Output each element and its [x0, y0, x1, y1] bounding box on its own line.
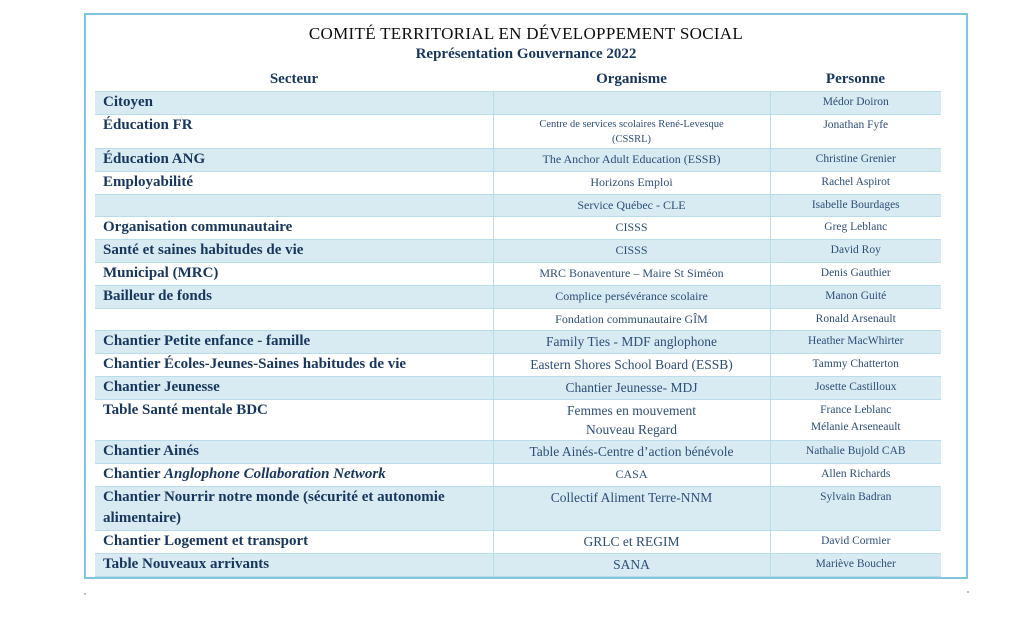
- table-row: [95, 377, 941, 400]
- document-subtitle: Représentation Gouvernance 2022: [415, 46, 637, 62]
- cell-personne: Rachel Aspirot: [770, 172, 941, 195]
- table-row: [95, 195, 941, 217]
- cell-organisme: CASA: [493, 464, 770, 487]
- cell-secteur: Organisation communautaire: [95, 217, 493, 240]
- cell-secteur: Éducation FR: [95, 115, 493, 149]
- cell-personne: Manon Guité: [770, 286, 941, 309]
- header-row: [95, 69, 941, 92]
- cell-secteur: Bailleur de fonds: [95, 286, 493, 309]
- page-mark-left: [84, 593, 86, 595]
- cell-personne: Jonathan Fyfe: [770, 115, 941, 149]
- cell-secteur: [95, 309, 493, 331]
- cell-personne: Allen Richards: [770, 464, 941, 487]
- table-row: [95, 92, 941, 115]
- cell-organisme: Horizons Emploi: [493, 172, 770, 195]
- cell-organisme: Service Québec - CLE: [493, 195, 770, 217]
- cell-organisme: Centre de services scolaires René-Levesque (CSSRL): [493, 115, 770, 149]
- column-header-secteur: Secteur: [269, 71, 319, 87]
- cell-organisme: MRC Bonaventure – Maire St Siméon: [493, 263, 770, 286]
- table-row: [95, 354, 941, 377]
- cell-secteur: Chantier Anglophone Collaboration Network: [95, 464, 493, 487]
- cell-personne: Denis Gauthier: [770, 263, 941, 286]
- cell-organisme: Complice persévérance scolaire: [493, 286, 770, 309]
- cell-secteur: Table Santé mentale BDC: [95, 400, 493, 441]
- table-row: [95, 441, 941, 464]
- cell-organisme: Fondation communautaire GÎM: [493, 309, 770, 331]
- table-row: [95, 240, 941, 263]
- cell-personne: Nathalie Bujold CAB: [770, 441, 941, 464]
- cell-secteur: Chantier Logement et transport: [95, 531, 493, 554]
- cell-secteur: Citoyen: [95, 92, 493, 115]
- document-frame: [84, 13, 968, 579]
- cell-secteur: Éducation ANG: [95, 149, 493, 172]
- table-row: [95, 400, 941, 441]
- cell-secteur: Employabilité: [95, 172, 493, 195]
- column-header-organisme: Organisme: [596, 71, 667, 87]
- cell-organisme: CISSS: [493, 240, 770, 263]
- cell-personne: David Roy: [770, 240, 941, 263]
- table-row: [95, 263, 941, 286]
- table-row: [95, 149, 941, 172]
- page-mark-right: [967, 591, 969, 593]
- cell-secteur: Chantier Petite enfance - famille: [95, 331, 493, 354]
- cell-secteur: Chantier Jeunesse: [95, 377, 493, 400]
- table-row: [95, 331, 941, 354]
- table-row: [95, 487, 941, 531]
- table-row: [95, 464, 941, 487]
- cell-personne: Mariève Boucher: [770, 554, 941, 577]
- cell-personne: Josette Castilloux: [770, 377, 941, 400]
- cell-organisme: Femmes en mouvement Nouveau Regard: [493, 400, 770, 441]
- cell-personne: Christine Grenier: [770, 149, 941, 172]
- table-row: [95, 217, 941, 240]
- cell-secteur: Municipal (MRC): [95, 263, 493, 286]
- cell-organisme: CISSS: [493, 217, 770, 240]
- cell-personne: Heather MacWhirter: [770, 331, 941, 354]
- document-title: COMITÉ TERRITORIAL EN DÉVELOPPEMENT SOCIAL: [308, 24, 744, 43]
- cell-personne: Sylvain Badran: [770, 487, 941, 531]
- table-row: [95, 286, 941, 309]
- cell-personne: Médor Doiron: [770, 92, 941, 115]
- table-row: [95, 115, 941, 149]
- cell-organisme: Chantier Jeunesse- MDJ: [493, 377, 770, 400]
- cell-organisme: Eastern Shores School Board (ESSB): [493, 354, 770, 377]
- table-row: [95, 554, 941, 577]
- cell-secteur: Table Nouveaux arrivants: [95, 554, 493, 577]
- cell-secteur: Chantier Ainés: [95, 441, 493, 464]
- cell-organisme: GRLC et REGIM: [493, 531, 770, 554]
- cell-personne: David Cormier: [770, 531, 941, 554]
- cell-organisme: Collectif Aliment Terre-NNM: [493, 487, 770, 531]
- cell-personne: Isabelle Bourdages: [770, 195, 941, 217]
- cell-personne: Tammy Chatterton: [770, 354, 941, 377]
- cell-secteur: Santé et saines habitudes de vie: [95, 240, 493, 263]
- cell-secteur: Chantier Écoles-Jeunes-Saines habitudes de vie: [95, 354, 493, 377]
- table-row: [95, 172, 941, 195]
- cell-personne: France Leblanc Mélanie Arseneault: [770, 400, 941, 441]
- governance-table: [95, 69, 941, 577]
- column-header-personne: Personne: [825, 71, 886, 87]
- table-body: [95, 92, 941, 577]
- cell-organisme: The Anchor Adult Education (ESSB): [493, 149, 770, 172]
- cell-personne: Greg Leblanc: [770, 217, 941, 240]
- cell-secteur: [95, 195, 493, 217]
- cell-secteur: Chantier Nourrir notre monde (sécurité et autonomie alimentaire): [95, 487, 493, 531]
- table-header: [95, 69, 941, 92]
- cell-organisme: [493, 92, 770, 115]
- cell-organisme: SANA: [493, 554, 770, 577]
- cell-personne: Ronald Arsenault: [770, 309, 941, 331]
- table-row: [95, 531, 941, 554]
- cell-organisme: Family Ties - MDF anglophone: [493, 331, 770, 354]
- table-row: [95, 309, 941, 331]
- cell-organisme: Table Ainés-Centre d’action bénévole: [493, 441, 770, 464]
